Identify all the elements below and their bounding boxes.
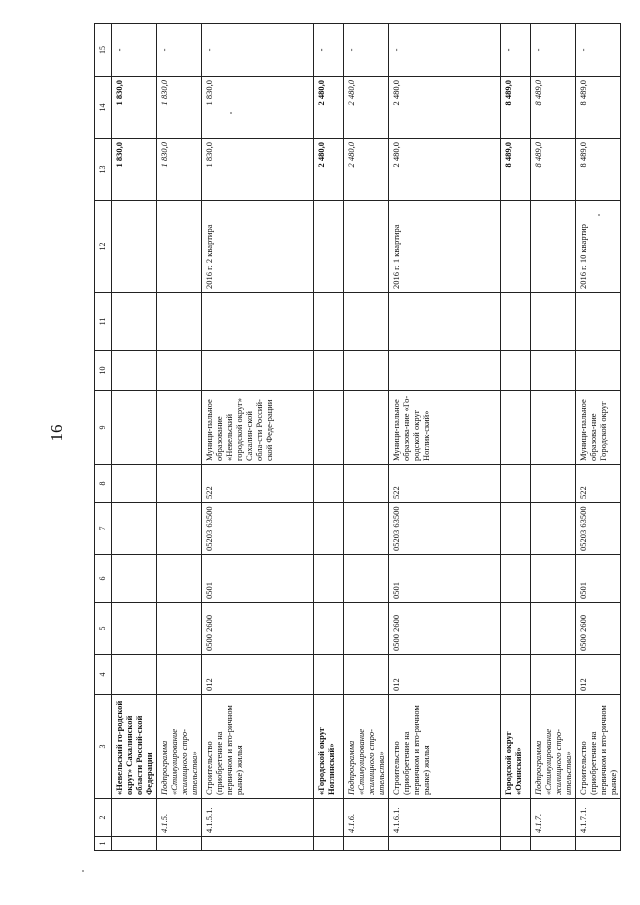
cell-col-1 bbox=[112, 837, 157, 851]
cell-col-4 bbox=[531, 655, 576, 695]
cell-col-14: 8 489,0 bbox=[576, 77, 621, 139]
cell-col-9: Муници-пальное образова-ние «Го-родской округ Ноглик-ский» bbox=[389, 391, 501, 465]
cell-col-15: - bbox=[501, 24, 531, 77]
cell-col-1 bbox=[389, 837, 501, 851]
cell-col-4 bbox=[314, 655, 344, 695]
cell-col-8 bbox=[501, 465, 531, 503]
cell-col-12 bbox=[112, 201, 157, 293]
cell-col-2 bbox=[112, 799, 157, 837]
cell-col-14: 2 480,0 bbox=[314, 77, 344, 139]
cell-col-5: 0500 2600 bbox=[202, 603, 314, 655]
cell-col-7 bbox=[112, 503, 157, 555]
cell-col-15: - bbox=[112, 24, 157, 77]
cell-col-4 bbox=[344, 655, 389, 695]
cell-col-8 bbox=[344, 465, 389, 503]
header-cell: 10 bbox=[95, 351, 112, 391]
cell-col-5 bbox=[501, 603, 531, 655]
header-cell: 13 bbox=[95, 139, 112, 201]
cell-col-6 bbox=[314, 555, 344, 603]
cell-col-9 bbox=[157, 391, 202, 465]
cell-col-7 bbox=[531, 503, 576, 555]
header-cell: 3 bbox=[95, 695, 112, 799]
cell-col-13: 8 489,0 bbox=[531, 139, 576, 201]
scan-speck bbox=[598, 214, 600, 216]
cell-col-1 bbox=[501, 837, 531, 851]
table-container bbox=[94, 24, 618, 851]
table-row bbox=[314, 24, 344, 851]
header-cell: 1 bbox=[95, 837, 112, 851]
cell-col-9 bbox=[314, 391, 344, 465]
cell-col-1 bbox=[314, 837, 344, 851]
cell-col-10 bbox=[531, 351, 576, 391]
header-cell: 11 bbox=[95, 293, 112, 351]
cell-col-6: 0501 bbox=[576, 555, 621, 603]
cell-col-11 bbox=[314, 293, 344, 351]
cell-col-4: 012 bbox=[202, 655, 314, 695]
cell-col-9 bbox=[112, 391, 157, 465]
table-row bbox=[344, 24, 389, 851]
cell-col-6 bbox=[501, 555, 531, 603]
table-row bbox=[389, 24, 501, 851]
cell-col-8: 522 bbox=[202, 465, 314, 503]
header-cell: 5 bbox=[95, 603, 112, 655]
cell-col-13: 1 830,0 bbox=[112, 139, 157, 201]
cell-col-14: 8 489,0 bbox=[501, 77, 531, 139]
cell-col-15: - bbox=[314, 24, 344, 77]
cell-col-6: 0501 bbox=[202, 555, 314, 603]
table-row bbox=[112, 24, 157, 851]
cell-col-5 bbox=[531, 603, 576, 655]
header-cell: 6 bbox=[95, 555, 112, 603]
cell-col-11 bbox=[157, 293, 202, 351]
cell-col-10 bbox=[576, 351, 621, 391]
cell-col-12 bbox=[157, 201, 202, 293]
cell-col-6 bbox=[531, 555, 576, 603]
cell-col-1 bbox=[531, 837, 576, 851]
header-cell: 15 bbox=[95, 24, 112, 77]
scan-speck bbox=[230, 112, 232, 114]
cell-col-10 bbox=[112, 351, 157, 391]
cell-col-12: 2016 г. 10 квартир bbox=[576, 201, 621, 293]
cell-col-15: - bbox=[157, 24, 202, 77]
cell-col-11 bbox=[344, 293, 389, 351]
header-cell: 2 bbox=[95, 799, 112, 837]
cell-col-10 bbox=[389, 351, 501, 391]
cell-col-5 bbox=[314, 603, 344, 655]
header-cell: 12 bbox=[95, 201, 112, 293]
table-row bbox=[157, 24, 202, 851]
cell-col-6 bbox=[344, 555, 389, 603]
cell-col-8: 522 bbox=[389, 465, 501, 503]
cell-col-12 bbox=[344, 201, 389, 293]
cell-col-2 bbox=[314, 799, 344, 837]
cell-col-12 bbox=[501, 201, 531, 293]
cell-col-5: 0500 2600 bbox=[576, 603, 621, 655]
cell-col-9 bbox=[531, 391, 576, 465]
cell-col-15: - bbox=[344, 24, 389, 77]
cell-col-3: Строительство (приобретение на первичном и вто-ричном рынке) жилья bbox=[389, 695, 501, 799]
cell-col-11 bbox=[531, 293, 576, 351]
cell-col-1 bbox=[202, 837, 314, 851]
cell-col-13: 2 480,0 bbox=[344, 139, 389, 201]
cell-col-8 bbox=[314, 465, 344, 503]
cell-col-7: 05203 63500 bbox=[576, 503, 621, 555]
cell-col-14: 1 830,0 bbox=[202, 77, 314, 139]
cell-col-14: 2 480,0 bbox=[344, 77, 389, 139]
cell-col-10 bbox=[157, 351, 202, 391]
budget-table bbox=[94, 23, 621, 851]
cell-col-4 bbox=[157, 655, 202, 695]
cell-col-2: 4.1.5. bbox=[157, 799, 202, 837]
cell-col-10 bbox=[501, 351, 531, 391]
cell-col-3: «Городской округ Ноглинский» bbox=[314, 695, 344, 799]
header-row bbox=[95, 24, 112, 851]
cell-col-10 bbox=[202, 351, 314, 391]
cell-col-12 bbox=[531, 201, 576, 293]
cell-col-7: 05203 63500 bbox=[389, 503, 501, 555]
header-cell: 9 bbox=[95, 391, 112, 465]
cell-col-15: - bbox=[202, 24, 314, 77]
cell-col-1 bbox=[576, 837, 621, 851]
cell-col-13: 2 480,0 bbox=[314, 139, 344, 201]
cell-col-9: Муници-пальное образова-ние Городской округ bbox=[576, 391, 621, 465]
cell-col-2: 4.1.7.1. bbox=[576, 799, 621, 837]
cell-col-7: 05203 63500 bbox=[202, 503, 314, 555]
cell-col-12: 2016 г. 2 квартира bbox=[202, 201, 314, 293]
table-row bbox=[576, 24, 621, 851]
cell-col-15: - bbox=[531, 24, 576, 77]
cell-col-8 bbox=[112, 465, 157, 503]
cell-col-9 bbox=[501, 391, 531, 465]
table-row bbox=[531, 24, 576, 851]
cell-col-3: Подпрограмма «Стимулирование жилищного стро-ительства» bbox=[157, 695, 202, 799]
cell-col-13: 1 830,0 bbox=[202, 139, 314, 201]
header-cell: 8 bbox=[95, 465, 112, 503]
cell-col-5 bbox=[112, 603, 157, 655]
cell-col-3: «Невельский го-родской округ» Сахалинской области Россий-ской Федерации bbox=[112, 695, 157, 799]
cell-col-15: - bbox=[389, 24, 501, 77]
cell-col-11 bbox=[202, 293, 314, 351]
cell-col-11 bbox=[112, 293, 157, 351]
cell-col-15: - bbox=[576, 24, 621, 77]
cell-col-9: Муници-пальное образование «Невельский городской округ» Сахалин-ской обла-сти Россий-ской Феде-рации bbox=[202, 391, 314, 465]
header-cell: 14 bbox=[95, 77, 112, 139]
header-cell: 4 bbox=[95, 655, 112, 695]
cell-col-4: 012 bbox=[389, 655, 501, 695]
cell-col-8 bbox=[157, 465, 202, 503]
cell-col-2: 4.1.6. bbox=[344, 799, 389, 837]
cell-col-9 bbox=[344, 391, 389, 465]
cell-col-14: 2 480,0 bbox=[389, 77, 501, 139]
cell-col-3: Подпрограмма «Стимулирование жилищного стро-ительства» bbox=[344, 695, 389, 799]
cell-col-10 bbox=[344, 351, 389, 391]
cell-col-5: 0500 2600 bbox=[389, 603, 501, 655]
cell-col-4 bbox=[112, 655, 157, 695]
cell-col-13: 1 830,0 bbox=[157, 139, 202, 201]
cell-col-5 bbox=[344, 603, 389, 655]
cell-col-5 bbox=[157, 603, 202, 655]
cell-col-4 bbox=[501, 655, 531, 695]
cell-col-8 bbox=[531, 465, 576, 503]
cell-col-6: 0501 bbox=[389, 555, 501, 603]
cell-col-3: Подпрограмма «Стимулирование жилищного стро-ительства» bbox=[531, 695, 576, 799]
table-row bbox=[202, 24, 314, 851]
cell-col-10 bbox=[314, 351, 344, 391]
cell-col-4: 012 bbox=[576, 655, 621, 695]
header-cell: 7 bbox=[95, 503, 112, 555]
cell-col-1 bbox=[157, 837, 202, 851]
table-row bbox=[501, 24, 531, 851]
cell-col-13: 8 489,0 bbox=[576, 139, 621, 201]
cell-col-12: 2016 г. 1 квартира bbox=[389, 201, 501, 293]
scan-speck bbox=[82, 870, 84, 872]
cell-col-11 bbox=[389, 293, 501, 351]
cell-col-3: Строительство (приобретение на первичном и вто-ричном рынке) жилья bbox=[202, 695, 314, 799]
cell-col-2: 4.1.7. bbox=[531, 799, 576, 837]
cell-col-14: 8 489,0 bbox=[531, 77, 576, 139]
cell-col-7 bbox=[501, 503, 531, 555]
cell-col-3: Городской округ «Охинский» bbox=[501, 695, 531, 799]
cell-col-7 bbox=[314, 503, 344, 555]
cell-col-2 bbox=[501, 799, 531, 837]
cell-col-12 bbox=[314, 201, 344, 293]
cell-col-1 bbox=[344, 837, 389, 851]
cell-col-6 bbox=[157, 555, 202, 603]
cell-col-11 bbox=[576, 293, 621, 351]
cell-col-3: Строительство (приобретение на первичном и вто-ричном рынке) bbox=[576, 695, 621, 799]
cell-col-11 bbox=[501, 293, 531, 351]
cell-col-13: 2 480,0 bbox=[389, 139, 501, 201]
cell-col-8: 522 bbox=[576, 465, 621, 503]
cell-col-7 bbox=[344, 503, 389, 555]
cell-col-6 bbox=[112, 555, 157, 603]
cell-col-2: 4.1.5.1. bbox=[202, 799, 314, 837]
cell-col-2: 4.1.6.1. bbox=[389, 799, 501, 837]
page-number: 16 bbox=[47, 424, 66, 442]
cell-col-14: 1 830,0 bbox=[157, 77, 202, 139]
cell-col-14: 1 830,0 bbox=[112, 77, 157, 139]
cell-col-7 bbox=[157, 503, 202, 555]
cell-col-13: 8 489,0 bbox=[501, 139, 531, 201]
